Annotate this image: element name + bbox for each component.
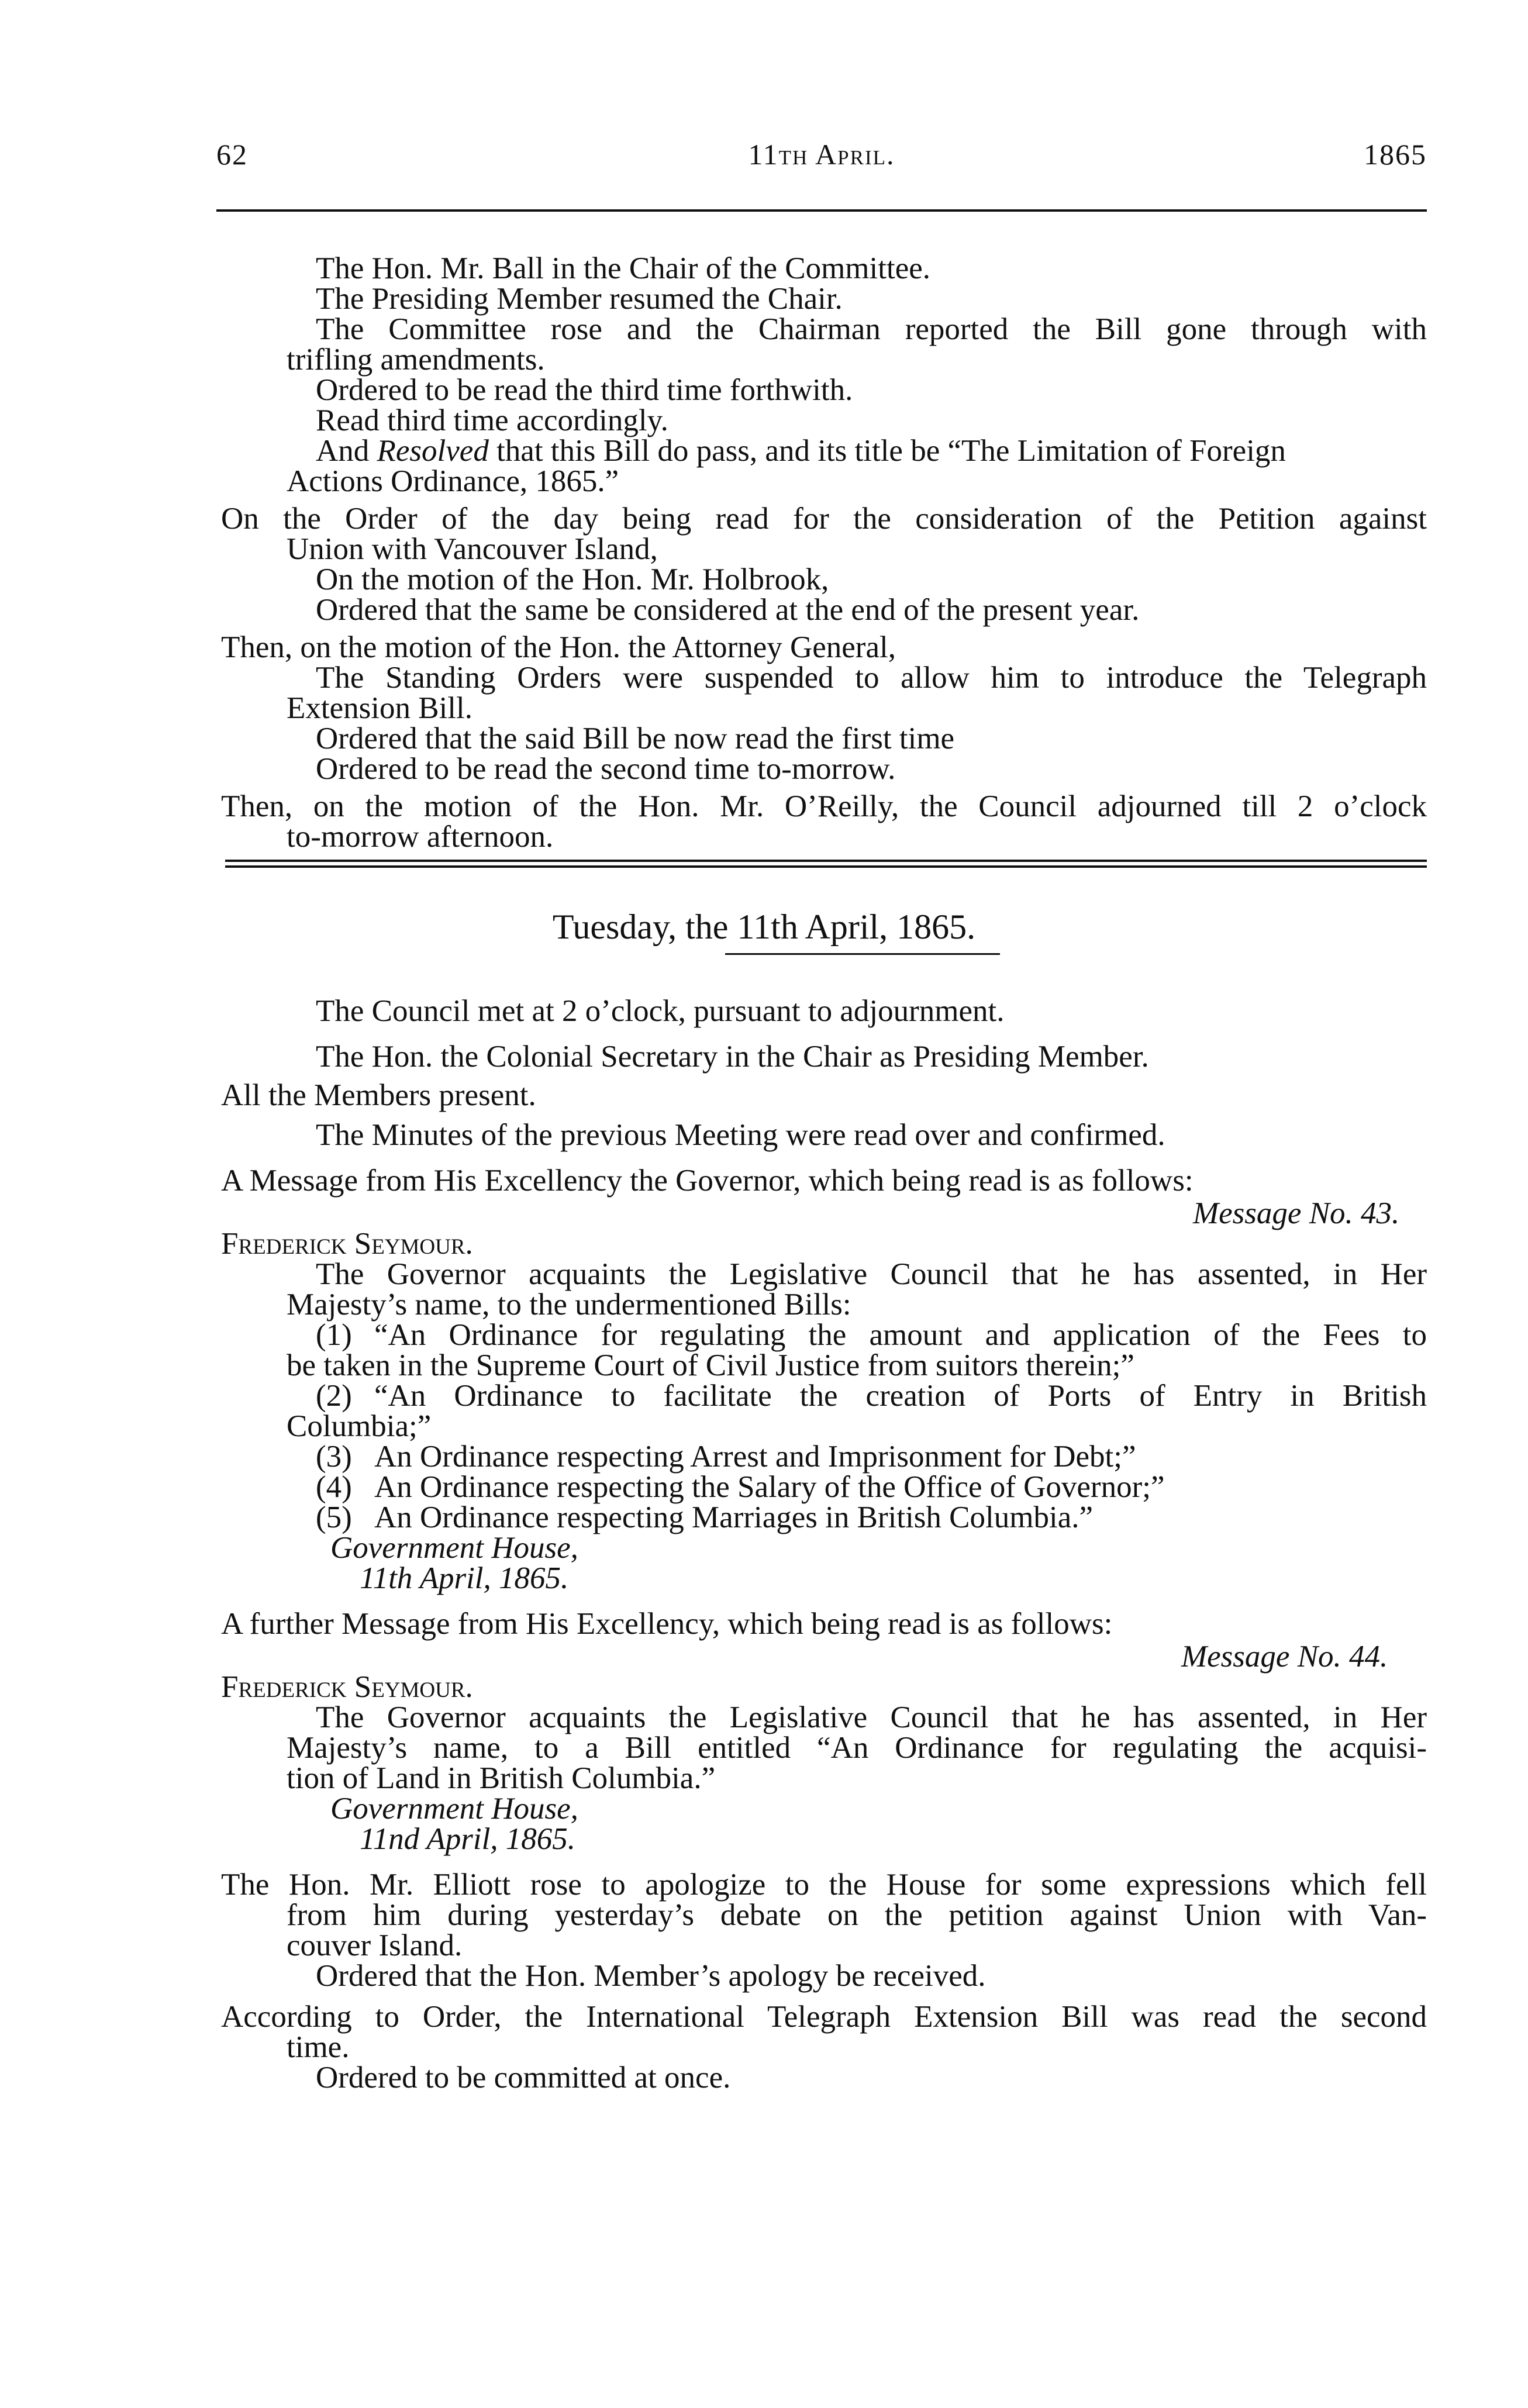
- text-line: The Committee rose and the Chairman reported the Bill gone through with: [316, 312, 1427, 346]
- text-line: Then, on the motion of the Hon. the Attorney General,: [221, 630, 896, 664]
- bill-number: (4): [316, 1470, 352, 1504]
- resolved-word: Resolved: [377, 434, 489, 468]
- text-line: The Minutes of the previous Meeting were read over and confirmed.: [316, 1118, 1165, 1152]
- dateline-place: Government House,: [330, 1531, 578, 1565]
- text-line: The Hon. Mr. Ball in the Chair of the Committee.: [316, 251, 930, 285]
- dateline-place: Government House,: [330, 1792, 578, 1826]
- text-line: Then, on the motion of the Hon. Mr. O’Reilly, the Council adjourned till 2 o’clock: [221, 789, 1427, 823]
- text-line: Majesty’s name, to the undermentioned Bills:: [287, 1288, 851, 1322]
- text-line: An Ordinance respecting Arrest and Imprisonment for Debt;”: [374, 1440, 1136, 1474]
- header-rule: [216, 209, 1427, 212]
- text-line: “An Ordinance to facilitate the creation of Ports of Entry in British: [374, 1379, 1427, 1413]
- running-head: [216, 137, 1427, 178]
- bill-number: (2): [316, 1379, 352, 1413]
- text-line: Majesty’s name, to a Bill entitled “An Ordinance for regulating the acquisi-: [287, 1731, 1427, 1765]
- text-line: The Hon. the Colonial Secretary in the Chair as Presiding Member.: [316, 1040, 1149, 1074]
- message-number: Message No. 43.: [1193, 1196, 1400, 1230]
- text-line: According to Order, the International Telegraph Extension Bill was read the second: [221, 2000, 1427, 2034]
- text-line: The Council met at 2 o’clock, pursuant to adjournment.: [316, 994, 1005, 1028]
- dateline-date: 11th April, 1865.: [360, 1561, 569, 1595]
- text-line: The Standing Orders were suspended to allow him to introduce the Telegraph: [316, 661, 1427, 695]
- text-line: All the Members present.: [221, 1078, 536, 1112]
- heading-underline: [725, 953, 1000, 955]
- text-line: The Governor acquaints the Legislative Council that he has assented, in Her: [316, 1257, 1427, 1291]
- text-line: Actions Ordinance, 1865.”: [287, 464, 619, 498]
- text-line: couver Island.: [287, 1929, 463, 1962]
- text-line: to-morrow afternoon.: [287, 820, 554, 854]
- text-line: [316, 434, 1427, 468]
- text-line: from him during yesterday’s debate on the petition against Union with Van-: [287, 1898, 1427, 1932]
- text-line: Ordered to be read the third time forthwith.: [316, 373, 853, 407]
- text-fragment: And: [316, 434, 377, 468]
- text-line: The Governor acquaints the Legislative Council that he has assented, in Her: [316, 1700, 1427, 1734]
- text-line: trifling amendments.: [287, 343, 545, 377]
- bill-number: (3): [316, 1440, 352, 1474]
- section-double-rule: [225, 860, 1427, 868]
- bill-number: (5): [316, 1500, 352, 1534]
- message-sender: Frederick Seymour.: [221, 1227, 473, 1261]
- header-year: 1865: [1364, 138, 1427, 171]
- text-line: An Ordinance respecting the Salary of the Office of Governor;”: [374, 1470, 1165, 1504]
- text-line: On the motion of the Hon. Mr. Holbrook,: [316, 563, 829, 596]
- text-line: Extension Bill.: [287, 691, 472, 725]
- text-line: time.: [287, 2030, 350, 2064]
- text-line: “An Ordinance for regulating the amount and application of the Fees to: [374, 1318, 1427, 1352]
- message-number: Message No. 44.: [1181, 1640, 1388, 1674]
- text-line: be taken in the Supreme Court of Civil Justice from suitors therein;”: [287, 1348, 1134, 1382]
- text-line: A further Message from His Excellency, which being read is as follows:: [221, 1607, 1113, 1641]
- text-line: An Ordinance respecting Marriages in British Columbia.”: [374, 1500, 1093, 1534]
- text-line: The Presiding Member resumed the Chair.: [316, 282, 843, 316]
- text-line: Ordered to be read the second time to-morrow.: [316, 752, 896, 786]
- text-line: Ordered that the Hon. Member’s apology be received.: [316, 1959, 986, 1993]
- text-line: Ordered that the same be considered at the end of the present year.: [316, 593, 1140, 627]
- text-fragment: that this Bill do pass, and its title be “The Limitation of Foreign: [488, 434, 1286, 468]
- text-line: tion of Land in British Columbia.”: [287, 1761, 716, 1795]
- text-line: On the Order of the day being read for the consideration of the Petition against: [221, 502, 1427, 536]
- bill-number: (1): [316, 1318, 352, 1352]
- text-line: Ordered that the said Bill be now read the first time: [316, 722, 955, 755]
- text-line: Read third time accordingly.: [316, 403, 668, 437]
- text-line: Union with Vancouver Island,: [287, 532, 658, 566]
- session-heading: Tuesday, the 11th April, 1865.: [552, 908, 976, 946]
- text-line: The Hon. Mr. Elliott rose to apologize to the House for some expressions which fell: [221, 1868, 1427, 1902]
- header-date: 11th April.: [748, 138, 895, 171]
- message-sender: Frederick Seymour.: [221, 1670, 473, 1704]
- text-line: Ordered to be committed at once.: [316, 2061, 731, 2095]
- dateline-date: 11nd April, 1865.: [360, 1822, 576, 1856]
- text-line: Columbia;”: [287, 1409, 432, 1443]
- page-number: 62: [216, 138, 248, 171]
- text-line: A Message from His Excellency the Governor, which being read is as follows:: [221, 1164, 1194, 1198]
